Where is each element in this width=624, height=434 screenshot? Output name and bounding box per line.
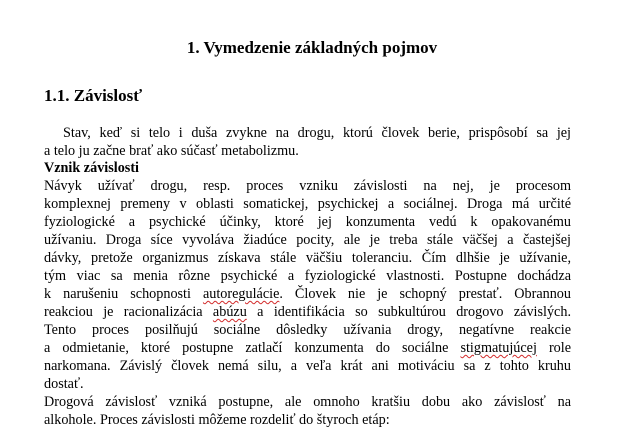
text-span: reakciou je racionalizácia — [44, 304, 213, 320]
subheading: Vznik závislosti — [44, 160, 139, 176]
paragraph-line: Drogová závislosť vzniká postupne, ale omnoho kratšiu dobu ako závislosť na — [44, 394, 571, 410]
paragraph-line: užívaniu. Droga síce vyvoláva žiadúce pocity, ale je treba stále väčšej a častejšej — [44, 232, 571, 248]
intro-line: Stav, keď si telo i duša zvykne na drogu, ktorú človek berie, prispôsobí sa jej — [63, 125, 571, 141]
paragraph-line — [44, 339, 571, 357]
spellcheck-word: abúzu — [212, 304, 247, 320]
paragraph-line: dávky, pretože organizmus získava stále väčšiu toleranciu. Čím dlhšie je užívanie, — [44, 250, 571, 266]
text-span: a identifikácia so subkultúrou drogovo závislých. — [246, 304, 571, 320]
spellcheck-word: stigmatujúcej — [460, 340, 537, 356]
paragraph-line: fyziologické a psychické účinky, ktoré jej konzumenta vedú k opakovanému — [44, 214, 571, 230]
paragraph-line: Tento proces posilňujú sociálne dôsledky užívania drogy, negatívne reakcie — [44, 322, 571, 338]
paragraph-line: narkomana. Závislý človek nemá silu, a veľa krát ani motiváciu sa z tohto kruhu — [44, 358, 571, 374]
chapter-heading: 1. Vymedzenie základných pojmov — [186, 38, 438, 57]
text-span: role — [536, 340, 572, 356]
spellcheck-word: autoregulácie — [202, 286, 280, 302]
paragraph-line: dostať. — [44, 376, 84, 392]
section-heading: 1.1. Závislosť — [44, 86, 143, 105]
paragraph-line: komplexnej premeny v oblasti somatickej, psychickej a sociálnej. Droga má určité — [44, 196, 571, 212]
paragraph-line: tým viac sa menia rôzne psychické a fyziologické vlastnosti. Postupne dochádza — [44, 268, 571, 284]
paragraph-line — [44, 285, 571, 303]
paragraph-line — [44, 303, 571, 321]
paragraph-line: Návyk užívať drogu, resp. proces vzniku závislosti na nej, je procesom — [44, 178, 571, 194]
text-span: . Človek nie je schopný prestať. Obrannou — [279, 286, 571, 302]
text-span: a odmietanie, ktoré postupne zatlačí konzumenta do sociálne — [44, 340, 461, 356]
intro-line: a telo ju začne brať ako súčasť metabolizmu. — [44, 143, 299, 159]
paragraph-line: alkohole. Proces závislosti môžeme rozdeliť do štyroch etáp: — [44, 412, 390, 428]
text-span: k narušeniu schopnosti — [44, 286, 203, 302]
